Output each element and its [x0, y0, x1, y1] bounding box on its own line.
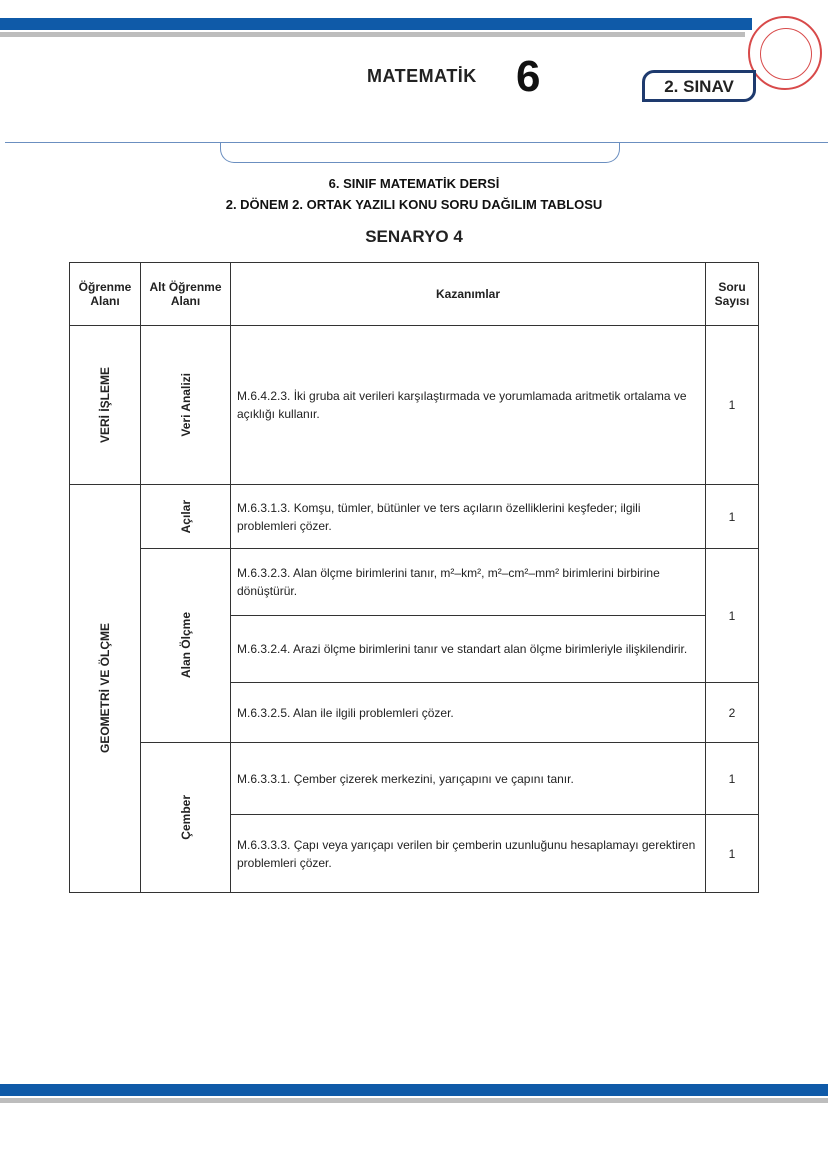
outcome-cell: M.6.4.2.3. İki gruba ait verileri karşılaştırmada ve yorumlamada aritmetik ortalama ve açıklığı kullanır. — [231, 326, 706, 485]
subject-title: MATEMATİK — [367, 66, 477, 86]
doc-subtitle: 2. DÖNEM 2. ORTAK YAZILI KONU SORU DAĞILIM TABLOSU — [225, 197, 603, 212]
area-cell: VERİ İŞLEME — [98, 366, 112, 443]
doc-title: 6. SINIF MATEMATİK DERSİ — [328, 176, 500, 191]
header-subarea: Alt Öğrenme Alanı — [141, 263, 231, 326]
outcome-cell: M.6.3.2.4. Arazi ölçme birimlerini tanır ve standart alan ölçme birimleriyle ilişkilendirir. — [231, 616, 706, 683]
outcome-cell: M.6.3.2.3. Alan ölçme birimlerini tanır, m²–km², m²–cm²–mm² birimlerini birbirine dönüştürür. — [231, 549, 706, 616]
header-outcomes: Kazanımlar — [231, 263, 706, 326]
header-area: Öğrenme Alanı — [70, 263, 141, 326]
count-cell: 1 — [706, 743, 759, 815]
outcome-cell: M.6.3.3.1. Çember çizerek merkezini, yarıçapını ve çapını tanır. — [231, 743, 706, 815]
header-count: Soru Sayısı — [706, 263, 759, 326]
grade-number: 6 — [516, 52, 541, 101]
outcome-cell: M.6.3.2.5. Alan ile ilgili problemleri çözer. — [231, 683, 706, 743]
header-gray-bar — [0, 32, 745, 37]
header-blue-bar — [0, 18, 752, 30]
count-cell: 2 — [706, 683, 759, 743]
count-cell: 1 — [706, 549, 759, 683]
subarea-cell: Çember — [178, 795, 193, 840]
ministry-seal-icon — [748, 16, 822, 90]
distribution-table — [69, 262, 759, 893]
divider-tab — [220, 142, 620, 163]
subarea-cell: Açılar — [178, 499, 193, 534]
footer-blue-bar — [0, 1084, 828, 1096]
outcome-cell: M.6.3.3.3. Çapı veya yarıçapı verilen bir çemberin uzunluğunu hesaplamayı gerektiren problemleri çözer. — [231, 815, 706, 893]
subarea-cell: Veri Analizi — [178, 373, 193, 437]
outcome-cell: M.6.3.1.3. Komşu, tümler, bütünler ve ters açıların özelliklerini keşfeder; ilgili problemleri çözer. — [231, 485, 706, 549]
footer-gray-bar — [0, 1098, 828, 1103]
count-cell: 1 — [706, 485, 759, 549]
count-cell: 1 — [706, 815, 759, 893]
area-cell: GEOMETRİ VE ÖLÇME — [98, 623, 112, 754]
subarea-cell: Alan Ölçme — [178, 612, 193, 679]
scenario-title: SENARYO 4 — [365, 227, 463, 246]
exam-badge: 2. SINAV — [642, 70, 756, 102]
count-cell: 1 — [706, 326, 759, 485]
